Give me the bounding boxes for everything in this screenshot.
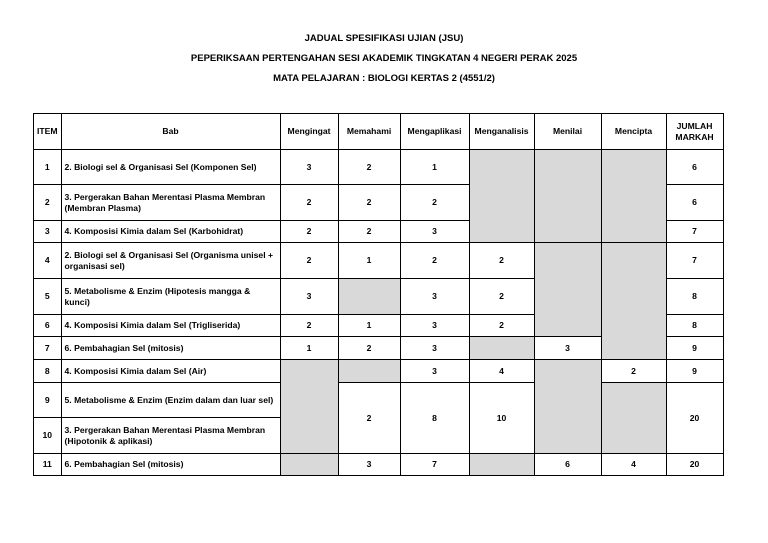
cell-item: 2 (34, 185, 62, 221)
cell-shaded (280, 454, 338, 476)
cell-mengingat: 1 (280, 337, 338, 360)
cell-shaded (280, 360, 338, 454)
header-jumlah-line2: MARKAH (675, 131, 714, 142)
cell-jumlah: 7 (666, 243, 723, 279)
cell-menilai: 3 (534, 337, 601, 360)
cell-jumlah: 9 (666, 337, 723, 360)
cell-item: 11 (34, 454, 62, 476)
cell-memahami: 2 (338, 221, 400, 243)
cell-item: 7 (34, 337, 62, 360)
cell-memahami: 1 (338, 315, 400, 337)
cell-shaded (338, 279, 400, 315)
header-row (34, 114, 724, 150)
cell-item: 8 (34, 360, 62, 383)
cell-mengingat: 2 (280, 315, 338, 337)
cell-memahami: 2 (338, 337, 400, 360)
cell-shaded (534, 150, 601, 243)
cell-jumlah: 9 (666, 360, 723, 383)
table-row (34, 150, 724, 185)
cell-item: 5 (34, 279, 62, 315)
cell-shaded (601, 383, 666, 454)
cell-mengingat: 2 (280, 185, 338, 221)
cell-mengaplikasi: 3 (400, 337, 469, 360)
cell-item: 4 (34, 243, 62, 279)
cell-item: 10 (34, 418, 62, 454)
cell-bab: 3. Pergerakan Bahan Merentasi Plasma Membran (Hipotonik & aplikasi) (61, 418, 280, 454)
header-bab: Bab (61, 114, 280, 150)
cell-menganalisis: 4 (469, 360, 534, 383)
cell-mengaplikasi: 3 (400, 360, 469, 383)
table-row (34, 454, 724, 476)
cell-menganalisis: 2 (469, 243, 534, 279)
table-row (34, 360, 724, 383)
cell-mengaplikasi: 7 (400, 454, 469, 476)
title-line-2: PEPERIKSAAN PERTENGAHAN SESI AKADEMIK TINGKATAN 4 NEGERI PERAK 2025 (190, 53, 578, 64)
cell-shaded (534, 360, 601, 454)
cell-memahami: 1 (338, 243, 400, 279)
table-row (34, 243, 724, 279)
cell-shaded (469, 454, 534, 476)
cell-jumlah: 8 (666, 279, 723, 315)
cell-menganalisis-merged: 10 (469, 383, 534, 454)
cell-bab: 5. Metabolisme & Enzim (Enzim dalam dan luar sel) (61, 383, 280, 418)
header-jumlah (666, 114, 723, 150)
header-jumlah-line1: JUMLAH (676, 120, 713, 131)
cell-shaded (338, 360, 400, 383)
cell-jumlah: 20 (666, 454, 723, 476)
cell-memahami: 3 (338, 454, 400, 476)
title-line-1: JADUAL SPESIFIKASI UJIAN (JSU) (304, 33, 464, 44)
cell-jumlah: 6 (666, 150, 723, 185)
cell-mengaplikasi: 2 (400, 185, 469, 221)
cell-mencipta: 4 (601, 454, 666, 476)
cell-mengaplikasi: 3 (400, 221, 469, 243)
header-mengaplikasi: Mengaplikasi (400, 114, 469, 150)
cell-jumlah: 6 (666, 185, 723, 221)
cell-item: 9 (34, 383, 62, 418)
table-row (34, 383, 724, 418)
cell-mengaplikasi: 3 (400, 315, 469, 337)
cell-jumlah: 7 (666, 221, 723, 243)
cell-jumlah-merged: 20 (666, 383, 723, 454)
cell-item: 3 (34, 221, 62, 243)
cell-bab: 2. Biologi sel & Organisasi Sel (Komponen Sel) (61, 150, 280, 185)
cell-bab: 4. Komposisi Kimia dalam Sel (Trigliserida) (61, 315, 280, 337)
cell-shaded (469, 337, 534, 360)
cell-bab: 4. Komposisi Kimia dalam Sel (Air) (61, 360, 280, 383)
cell-mengingat: 3 (280, 279, 338, 315)
header-mengingat: Mengingat (280, 114, 338, 150)
cell-mengaplikasi: 2 (400, 243, 469, 279)
cell-bab: 6. Pembahagian Sel (mitosis) (61, 454, 280, 476)
cell-shaded (601, 150, 666, 243)
cell-bab: 6. Pembahagian Sel (mitosis) (61, 337, 280, 360)
cell-mengingat: 3 (280, 150, 338, 185)
cell-item: 1 (34, 150, 62, 185)
header-menilai: Menilai (534, 114, 601, 150)
cell-menganalisis: 2 (469, 279, 534, 315)
cell-mengingat: 2 (280, 221, 338, 243)
title-line-3: MATA PELAJARAN : BIOLOGI KERTAS 2 (4551/2) (273, 73, 495, 84)
cell-menganalisis: 2 (469, 315, 534, 337)
header-mencipta: Mencipta (601, 114, 666, 150)
cell-shaded (601, 243, 666, 360)
cell-memahami: 2 (338, 185, 400, 221)
cell-mengaplikasi: 1 (400, 150, 469, 185)
cell-memahami: 2 (338, 150, 400, 185)
cell-shaded (534, 243, 601, 337)
cell-bab: 5. Metabolisme & Enzim (Hipotesis mangga & kunci) (61, 279, 280, 315)
header-item: ITEM (34, 114, 62, 150)
jsu-table (33, 113, 724, 476)
header-menganalisis: Menganalisis (469, 114, 534, 150)
cell-memahami-merged: 2 (338, 383, 400, 454)
cell-mengaplikasi-merged: 8 (400, 383, 469, 454)
cell-bab: 3. Pergerakan Bahan Merentasi Plasma Membran (Membran Plasma) (61, 185, 280, 221)
cell-bab: 2. Biologi sel & Organisasi Sel (Organisma unisel + organisasi sel) (61, 243, 280, 279)
cell-menilai: 6 (534, 454, 601, 476)
cell-shaded (469, 150, 534, 243)
cell-mengingat: 2 (280, 243, 338, 279)
header-memahami: Memahami (338, 114, 400, 150)
cell-mencipta: 2 (601, 360, 666, 383)
cell-mengaplikasi: 3 (400, 279, 469, 315)
cell-jumlah: 8 (666, 315, 723, 337)
cell-item: 6 (34, 315, 62, 337)
cell-bab: 4. Komposisi Kimia dalam Sel (Karbohidrat) (61, 221, 280, 243)
